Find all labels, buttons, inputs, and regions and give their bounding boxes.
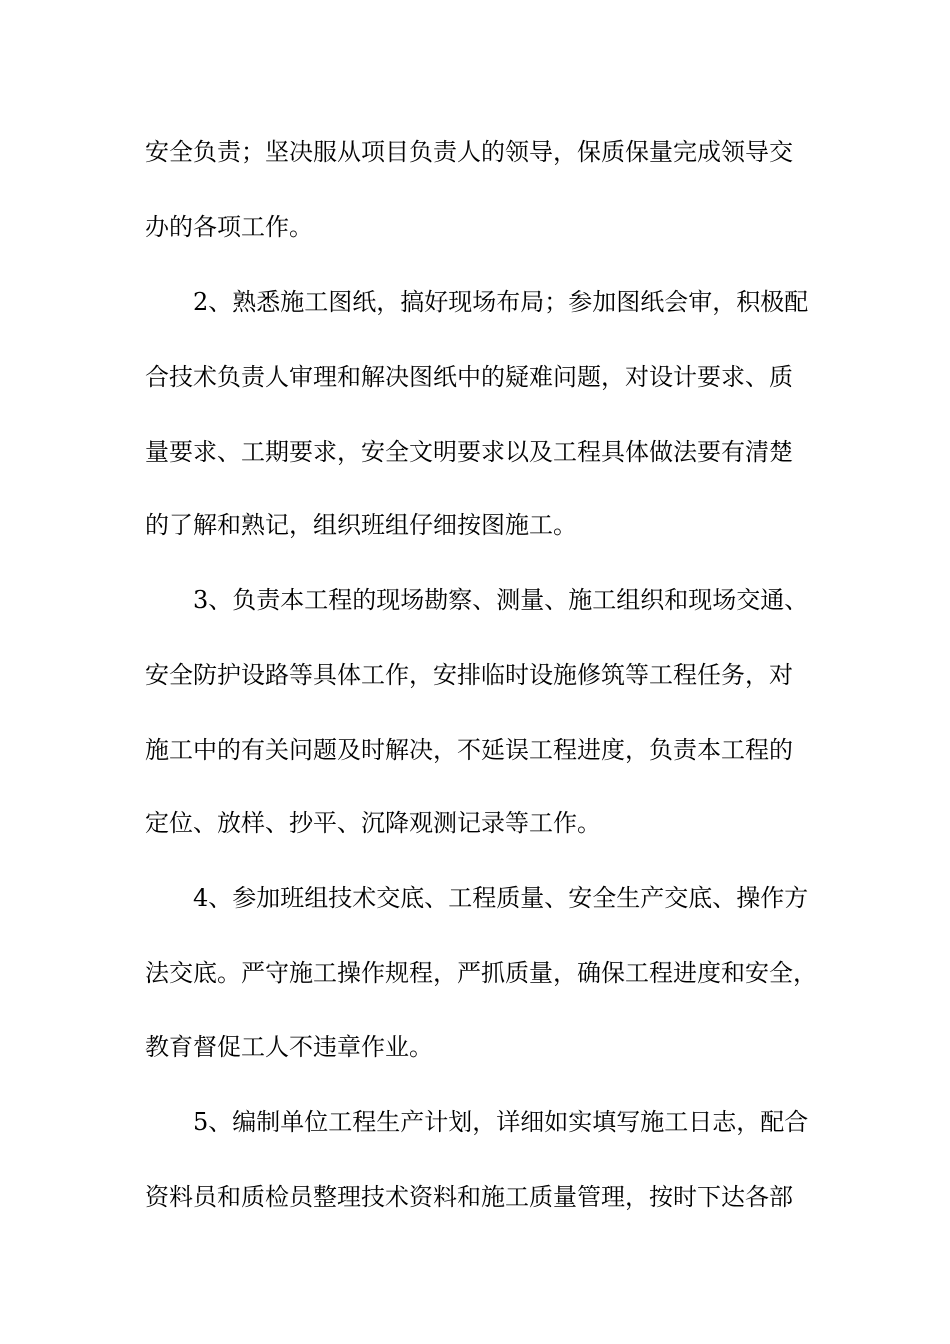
paragraph-start: 2、熟悉施工图纸，搞好现场布局；参加图纸会审，积极配 xyxy=(193,288,809,316)
text-line: 合技术负责人审理和解决图纸中的疑难问题，对设计要求、质 xyxy=(145,363,793,391)
paragraph-start: 3、负责本工程的现场勘察、测量、施工组织和现场交通、 xyxy=(193,586,809,614)
text-line: 的了解和熟记，组织班组仔细按图施工。 xyxy=(145,511,577,539)
text-line: 量要求、工期要求，安全文明要求以及工程具体做法要有清楚 xyxy=(145,438,793,466)
text-line: 安全防护设路等具体工作，安排临时设施修筑等工程任务，对 xyxy=(145,661,793,689)
text-line: 法交底。严守施工操作规程，严抓质量，确保工程进度和安全， xyxy=(145,959,817,987)
text-line: 施工中的有关问题及时解决，不延误工程进度，负责本工程的 xyxy=(145,736,793,764)
text-line: 资料员和质检员整理技术资料和施工质量管理，按时下达各部 xyxy=(145,1183,793,1211)
text-line: 教育督促工人不违章作业。 xyxy=(145,1033,433,1061)
text-line: 定位、放样、抄平、沉降观测记录等工作。 xyxy=(145,809,601,837)
paragraph-start: 5、编制单位工程生产计划，详细如实填写施工日志，配合 xyxy=(193,1108,809,1136)
paragraph-start: 4、参加班组技术交底、工程质量、安全生产交底、操作方 xyxy=(193,884,809,912)
text-line: 安全负责；坚决服从项目负责人的领导，保质保量完成领导交 xyxy=(145,138,793,166)
text-line: 办的各项工作。 xyxy=(145,213,313,241)
